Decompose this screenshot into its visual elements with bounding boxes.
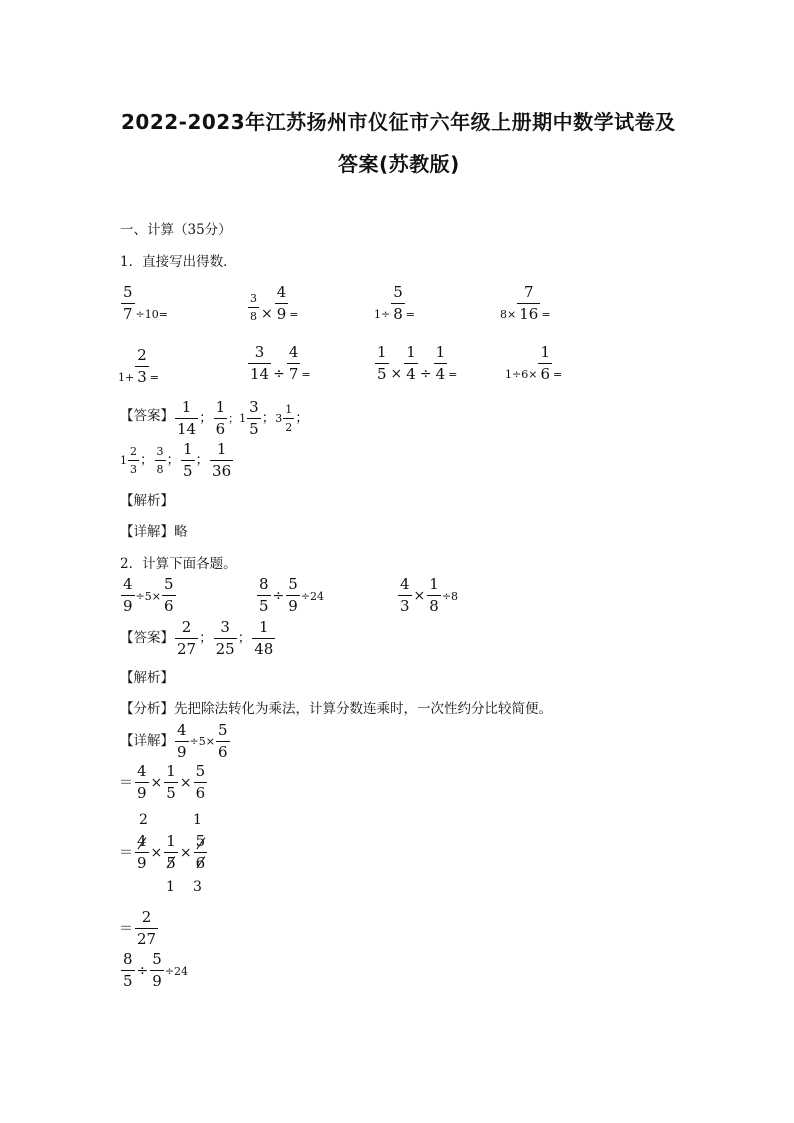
q2-cancel-bottom-3: 3 xyxy=(193,879,202,895)
page-title-line2: 答案(苏教版) xyxy=(338,152,460,176)
question-2-label: 2．计算下面各题。 xyxy=(120,556,237,572)
q1-item-2: $\frac{3}{8}$ × $\frac{4}{9}$ $_=$ xyxy=(250,283,299,323)
q2-cancel-top-2: 2 xyxy=(139,812,148,828)
q1-answer: 【答案】 $\frac{1}{14}$ ； $\frac{1}{6}$ ；1 $\frac{3}{5}$ ；3 $\frac{1}{2}$ ； xyxy=(120,398,309,438)
q2-detail-step4: $\frac{8}{5}$ ÷ $\frac{5}{9}$ ÷24 xyxy=(123,950,189,990)
q2-answer: 【答案】 $\frac{2}{27}$ ； $\frac{3}{25}$ ； $\frac{1}{48}$ xyxy=(120,618,274,658)
q2-expr-3: $\frac{4}{3}$ × $\frac{1}{8}$ ÷8 xyxy=(400,575,459,615)
q1-detail: 【详解】略 xyxy=(120,524,188,540)
q2-detail-step1: ＝ $\frac{4}{9}$ × $\frac{1}{5}$ × $\frac{5}{6}$ xyxy=(119,762,206,802)
page-title-line1: 2022-2023年江苏扬州市仪征市六年级上册期中数学试卷及 xyxy=(121,110,676,134)
q1-item-7: $\frac{1}{5}$ × $\frac{1}{4}$ ÷ $\frac{1}{4}$ $_=$ xyxy=(377,343,458,383)
q2-cancel-bottom-1: 1 xyxy=(166,879,175,895)
q1-item-1: $\frac{5}{7}$ $_{\div 10=}$ xyxy=(123,283,168,323)
q1-item-5: $_{1+}$ $\frac{2}{3}$ $_=$ xyxy=(118,346,159,386)
q2-analysis: 【分析】先把除法转化为乘法，计算分数连乘时，一次性约分比较简便。 xyxy=(120,701,552,717)
q2-detail-step2: ＝ $\frac{4}{9}$ × $\frac{1}{5}$ × $\frac{5}{6}$ xyxy=(119,832,206,872)
q2-detail-step3: ＝ $\frac{2}{27}$ xyxy=(119,908,157,948)
section-heading-calculation: 一、计算（35分） xyxy=(120,222,232,238)
q1-item-8: $_{1\div 6\times}$ $\frac{1}{6}$ $_=$ xyxy=(505,343,563,383)
q1-item-4: $_{8\times}$ $\frac{7}{16}$ $_=$ xyxy=(500,283,551,323)
q2-expr-2: $\frac{8}{5}$ ÷ $\frac{5}{9}$ ÷24 xyxy=(259,575,325,615)
question-1-label: 1．直接写出得数． xyxy=(120,254,237,270)
q1-answer-line2: 1 $\frac{2}{3}$ ； $\frac{3}{8}$ ； $\frac{1}{5}$ ； $\frac{1}{36}$ xyxy=(120,440,232,480)
q2-cancel-top-1: 1 xyxy=(193,812,202,828)
q2-expr-1: $\frac{4}{9}$ ÷5× $\frac{5}{6}$ xyxy=(123,575,174,615)
q1-item-6: $\frac{3}{14}$ ÷ $\frac{4}{7}$ $_=$ xyxy=(250,343,311,383)
q2-detail-step0: 【详解】 $\frac{4}{9}$ ÷5× $\frac{5}{6}$ xyxy=(120,721,228,761)
q1-analysis-tag: 【解析】 xyxy=(120,493,174,509)
q2-analysis-tag: 【解析】 xyxy=(120,670,174,686)
q1-item-3: $_{1\div}$ $\frac{5}{8}$ $_=$ xyxy=(374,283,415,323)
